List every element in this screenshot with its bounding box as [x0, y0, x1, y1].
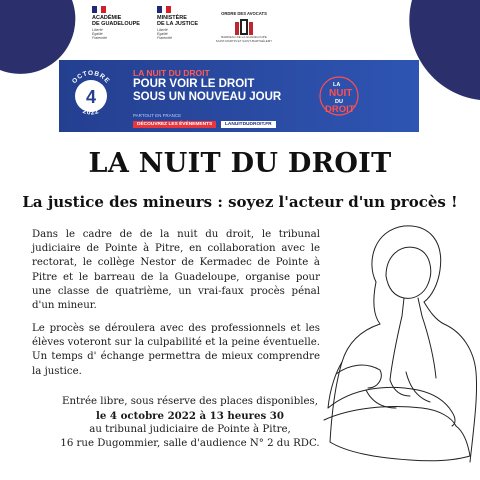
academie-line1: ACADÉMIE [92, 15, 122, 21]
ministere-line2: DE LA JUSTICE [157, 21, 199, 27]
barreau-title: ORDRE DES AVOCATS [221, 11, 267, 16]
ministere-line1: MINISTÈRE [157, 15, 187, 21]
academie-line2: DE GUADELOUPE [92, 21, 140, 27]
marianne-flag-icon [92, 6, 106, 13]
banner-line3: SOUS UN NOUVEAU JOUR [133, 91, 282, 103]
event-datetime: le 4 octobre 2022 à 13 heures 30 [96, 410, 284, 422]
page-title: LA NUIT DU DROIT [88, 148, 392, 179]
date-year: 2022 [81, 107, 101, 117]
logo-word-droit: DROIT [325, 104, 355, 115]
event-banner [59, 60, 419, 132]
page-subtitle: La justice des mineurs : soyez l'acteur d'un procès ! [22, 193, 458, 211]
banner-url-link[interactable]: LANUITDUDROIT.FR [221, 121, 276, 128]
partner-logos [0, 6, 480, 44]
nuit-du-droit-logo [311, 66, 367, 126]
logo-word-du: DU [335, 99, 343, 105]
description-paragraph-2: Le procès se déroulera avec des professionnels et les élèves voteront sur la culpabilité et la peine éventuelle. Un temps d' échange permettra de mieux comprendre la justice. [32, 323, 320, 377]
ministere-motto: Liberté Égalité Fraternité [157, 28, 172, 40]
barreau-subtitle: BARREAU DE LA GUADELOUPE SAINT-MARTIN ET SAINT-BARTHÉLEMY [215, 35, 273, 43]
academie-motto: Liberté Égalité Fraternité [92, 28, 107, 40]
banner-line2: POUR VOIR LE DROIT [133, 78, 255, 90]
discover-events-button[interactable]: DÉCOUVREZ LES ÉVÉNEMENTS [133, 121, 216, 128]
event-venue: au tribunal judiciaire de Pointe à Pitre, [89, 424, 291, 435]
admission-info: Entrée libre, sous réserve des places disponibles, [62, 396, 318, 407]
lawyer-line-illustration [306, 212, 480, 480]
date-month: OCTOBRE [70, 69, 112, 86]
event-address: 16 rue Dugommier, salle d'audience N° 2 du RDC. [60, 438, 320, 449]
banner-line1: LA NUIT DU DROIT [133, 68, 210, 78]
marianne-flag-icon [157, 6, 171, 13]
description-paragraph-1: Dans le cadre de de la nuit du droit, le tribunal judiciaire de Pointe à Pitre, en collaboration avec le rectorat, le collège Nestor de Kermadec de Pointe à Pitre et le barreau de la Guadeloupe, organise pour une classe de quatrième, un vrai-faux procès pénal d'un mineur. [32, 229, 320, 312]
banner-tagline: PARTOUT EN FRANCE [133, 113, 182, 118]
logo-word-la: LA [333, 82, 341, 88]
date-badge [63, 64, 119, 128]
logo-word-nuit: NUIT [329, 88, 353, 99]
date-day: 4 [85, 87, 97, 107]
barreau-emblem-icon [235, 19, 253, 35]
barreau-logo [214, 6, 274, 44]
